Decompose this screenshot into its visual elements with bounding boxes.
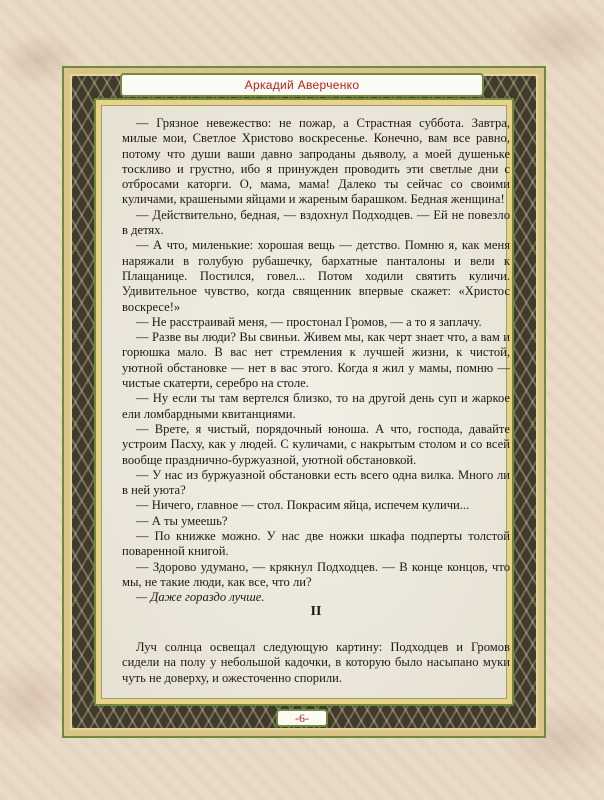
page-number: -6- bbox=[276, 709, 328, 727]
paragraph: — А что, миленькие: хорошая вещь — детство. Помню я, как меня наряжали в голубую рубашечку, бархатные панталоны и вели к Плащанице. Постился, говел... Потом ходили святить куличи. Удивительное чувство, когда священник впервые скажет: «Христос воскресе!» bbox=[122, 238, 510, 314]
paragraph: — Действительно, бедная, — вздохнул Подходцев. — Ей не повезло в детях. bbox=[122, 207, 510, 238]
paragraph: — Ну если ты там вертелся близко, то на другой день суп и жаркое ели ломбардными квитанциями. bbox=[122, 391, 510, 421]
chapter-number: II bbox=[310, 604, 322, 619]
paragraph: — Ничего, главное — стол. Покрасим яйца, испечем куличи... bbox=[136, 498, 470, 513]
paragraph: — Разве вы люди? Вы свиньи. Живем мы, как черт знает что, а вам и горюшка мало. В вас нет стремления к лучшей жизни, к чистой, уютной обстановке — нет в вас этого. Когда я жил у мамы, помню — чистые скатерти, серебро на столе. bbox=[122, 330, 510, 391]
paragraph: — Не расстраивай меня, — простонал Громов, — а то я заплачу. bbox=[136, 314, 482, 329]
paragraph: Луч солнца освещал следующую картину: Подходцев и Громов сидели на полу у небольшой кадочки, в которую было насыпано муки чуть не доверху, и ожесточенно спорили. bbox=[122, 640, 510, 685]
paragraph: — Даже гораздо лучше. bbox=[136, 590, 265, 605]
paragraph: — Врете, я чистый, порядочный юноша. А что, господа, давайте устроим Пасху, как у людей. С куличами, с накрытым столом и со всей вообще празднично-буржуазной, уютной обстановкой. bbox=[122, 421, 510, 467]
running-header: Аркадий Аверченко bbox=[120, 73, 484, 97]
chapter-text bbox=[122, 640, 510, 686]
paragraph: — Здорово удумано, — крякнул Подходцев. — В конце концов, что мы, не такие люди, как все, что ли? bbox=[122, 559, 510, 589]
paragraph: — По книжке можно. У нас две ножки шкафа подперты толстой поваренной книгой. bbox=[122, 529, 510, 559]
paragraph: — Грязное невежество: не пожар, а Страстная суббота. Завтра, милые мои, Светлое Христово воскресенье. Конечно, вам все равно, потому что души ваши давно запроданы дьяволу, а моей душеньке тоскливо и грустно, ибо я принужден проводить эти светлые дни с отбросами каторги. О, мама, мама! Далеко ты сейчас со своими куличами, крашеными яйцами и жареным барашком. Бедная женщина! bbox=[122, 116, 510, 207]
paragraph: — У нас из буржуазной обстановки есть всего одна вилка. Много ли в ней уюта? bbox=[122, 467, 510, 498]
body-text bbox=[122, 116, 510, 606]
paragraph: — А ты умеешь? bbox=[136, 513, 228, 528]
